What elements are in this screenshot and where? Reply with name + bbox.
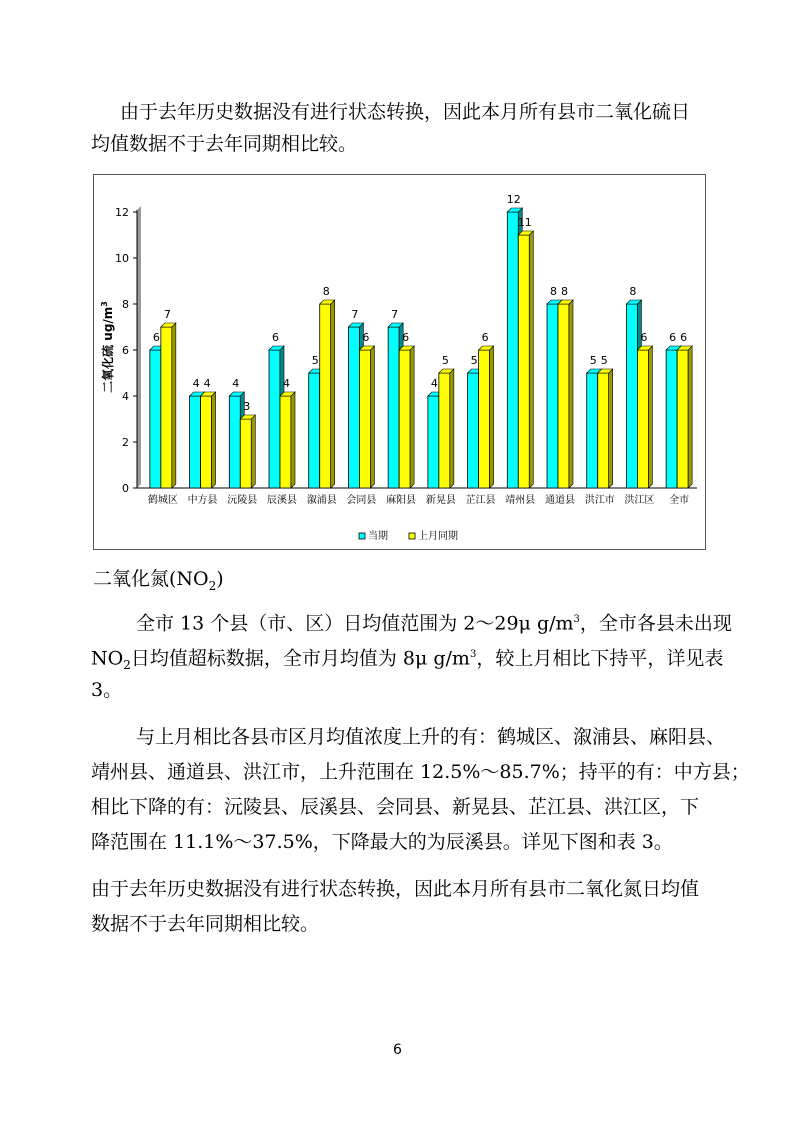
x-tick-label: 辰溪县: [267, 495, 297, 506]
data-label: 6: [402, 331, 410, 344]
legend-swatch: [359, 533, 365, 539]
data-label: 8: [322, 285, 330, 298]
text-span: ，较上月相比下持平，详见表: [476, 647, 724, 670]
legend-label: 上月同期: [418, 531, 458, 542]
x-tick-label: 麻阳县: [386, 495, 417, 506]
data-label: 4: [192, 377, 200, 390]
bar-side: [331, 300, 335, 488]
x-tick-label: 全市: [669, 495, 690, 506]
x-tick-label: 中方县: [187, 495, 218, 506]
section-heading-no2: [93, 563, 224, 602]
x-tick-label: 芷江县: [465, 495, 496, 506]
superscript: 3: [573, 614, 580, 625]
bar-last-month: [201, 396, 212, 488]
bar-current: [547, 304, 558, 488]
bar-current: [626, 304, 637, 488]
bar-current: [587, 373, 598, 488]
x-tick-label: 洪江区: [624, 495, 655, 506]
superscript: 3: [469, 649, 477, 660]
bar-side: [688, 346, 692, 488]
bar-current: [507, 212, 518, 488]
legend-label: 当期: [368, 531, 388, 542]
data-label: 4: [430, 377, 438, 390]
data-label: 4: [203, 377, 211, 390]
data-label: 4: [283, 377, 290, 390]
bar-side: [291, 392, 295, 488]
subscript: 2: [123, 658, 131, 673]
x-tick-label: 鹤城区: [147, 495, 178, 506]
bar-last-month: [518, 235, 529, 488]
bar-current: [309, 373, 320, 488]
bar-last-month: [359, 350, 370, 488]
data-label: 5: [441, 354, 449, 367]
bar-current: [388, 327, 399, 488]
bar-side: [529, 231, 533, 488]
text-span: 全市 13 个县（市、区）日均值范围为 2～29μ g/m: [136, 612, 574, 635]
heading-subscript: 2: [208, 578, 217, 593]
bar-current: [150, 350, 161, 488]
data-label: 6: [640, 331, 648, 344]
paragraph-comparison-line2: 靖州县、通道县、洪江市，上升范围在 12.5%～85.7%；持平的有：中方县；: [91, 761, 750, 783]
x-tick-label: 沅陵县: [227, 495, 258, 506]
bar-last-month: [280, 396, 291, 488]
bar-current: [666, 350, 677, 488]
paragraph-no2-note-line1: 由于去年历史数据没有进行状态转换，因此本月所有县市二氧化氮日均值: [91, 878, 700, 900]
y-tick-label: 0: [122, 482, 129, 495]
data-label: 7: [351, 308, 359, 321]
bar-last-month: [558, 304, 569, 488]
bar-current: [468, 373, 479, 488]
x-tick-label: 会同县: [346, 495, 377, 506]
so2-bar-chart: [93, 174, 706, 550]
data-label: 8: [629, 285, 637, 298]
bar-last-month: [399, 350, 410, 488]
bar-side: [490, 346, 494, 488]
data-label: 6: [152, 331, 160, 344]
text-span: ，全市各县未出现: [579, 612, 732, 635]
data-label: 3: [243, 400, 251, 413]
x-tick-label: 通道县: [545, 495, 575, 506]
y-tick-label: 12: [115, 206, 129, 219]
paragraph-no2-range-line3: 3。: [91, 679, 123, 701]
heading-text: 二氧化氮(NO: [93, 568, 209, 590]
bar-side: [410, 346, 414, 488]
bar-side: [450, 369, 454, 488]
data-label: 8: [561, 285, 568, 298]
data-label: 8: [550, 285, 557, 298]
paragraph-comparison-line4: 降范围在 11.1%～37.5%，下降最大的为辰溪县。详见下图和表 3。: [91, 831, 673, 853]
bar-current: [428, 396, 439, 488]
y-tick-label: 4: [122, 390, 129, 403]
paragraph-no2-range-line1: [136, 604, 732, 639]
data-label: 6: [669, 331, 677, 344]
paragraph-comparison-line3: 相比下降的有：沅陵县、辰溪县、会同县、新晃县、芷江县、洪江区，下: [91, 796, 700, 818]
paragraph-no2-note-line2: 数据不于去年同期相比较。: [91, 913, 320, 935]
bar-current: [269, 350, 280, 488]
data-label: 5: [311, 354, 319, 367]
bar-last-month: [598, 373, 609, 488]
data-label: 12: [506, 193, 521, 206]
bar-last-month: [240, 419, 251, 488]
bar-side: [609, 369, 613, 488]
paragraph-so2-note-line1: 由于去年历史数据没有进行状态转换，因此本月所有县市二氧化硫日: [120, 101, 691, 123]
y-tick-label: 6: [122, 344, 129, 357]
page-number: 6: [393, 1042, 402, 1058]
data-label: 4: [232, 377, 240, 390]
bar-side: [212, 392, 216, 488]
bar-side: [370, 346, 374, 488]
bar-side: [569, 300, 573, 488]
bar-side: [251, 415, 255, 488]
bar-last-month: [439, 373, 450, 488]
y-tick-label: 8: [122, 298, 129, 311]
bar-last-month: [637, 350, 648, 488]
data-label: 7: [391, 308, 399, 321]
data-label: 11: [517, 216, 532, 229]
x-tick-label: 新晃县: [425, 495, 456, 506]
chart-canvas: [94, 175, 705, 549]
legend-swatch: [409, 533, 415, 539]
paragraph-comparison-line1: 与上月相比各县市区月均值浓度上升的有：鹤城区、溆浦县、麻阳县、: [136, 726, 726, 748]
data-label: 5: [600, 354, 608, 367]
bar-current: [229, 396, 240, 488]
bar-last-month: [320, 304, 331, 488]
x-tick-label: 溆浦县: [306, 495, 337, 506]
y-tick-label: 10: [115, 252, 129, 265]
data-label: 6: [362, 331, 370, 344]
bar-last-month: [479, 350, 490, 488]
paragraph-so2-note-line2: 均值数据不于去年同期相比较。: [91, 133, 358, 155]
x-tick-label: 洪江市: [584, 495, 615, 506]
data-label: 6: [272, 331, 279, 344]
text-span: 日均值超标数据，全市月均值为 8μ g/m: [130, 647, 470, 670]
bar-last-month: [677, 350, 688, 488]
y-axis-wall: [137, 206, 141, 488]
paragraph-no2-range-line2: [91, 639, 723, 681]
data-label: 6: [481, 331, 489, 344]
bar-side: [172, 323, 176, 488]
bar-last-month: [161, 327, 172, 488]
bar-current: [190, 396, 201, 488]
data-label: 7: [163, 308, 171, 321]
bar-current: [348, 327, 359, 488]
heading-suffix: ): [216, 568, 224, 590]
x-tick-label: 靖州县: [505, 495, 536, 506]
y-axis-label: 二氧化硫 $ug/m^3$: [100, 301, 115, 393]
bar-side: [648, 346, 652, 488]
data-label: 6: [680, 331, 688, 344]
y-tick-label: 2: [122, 436, 129, 449]
data-label: 5: [589, 354, 597, 367]
text-span: NO: [91, 647, 124, 670]
data-label: 5: [470, 354, 478, 367]
